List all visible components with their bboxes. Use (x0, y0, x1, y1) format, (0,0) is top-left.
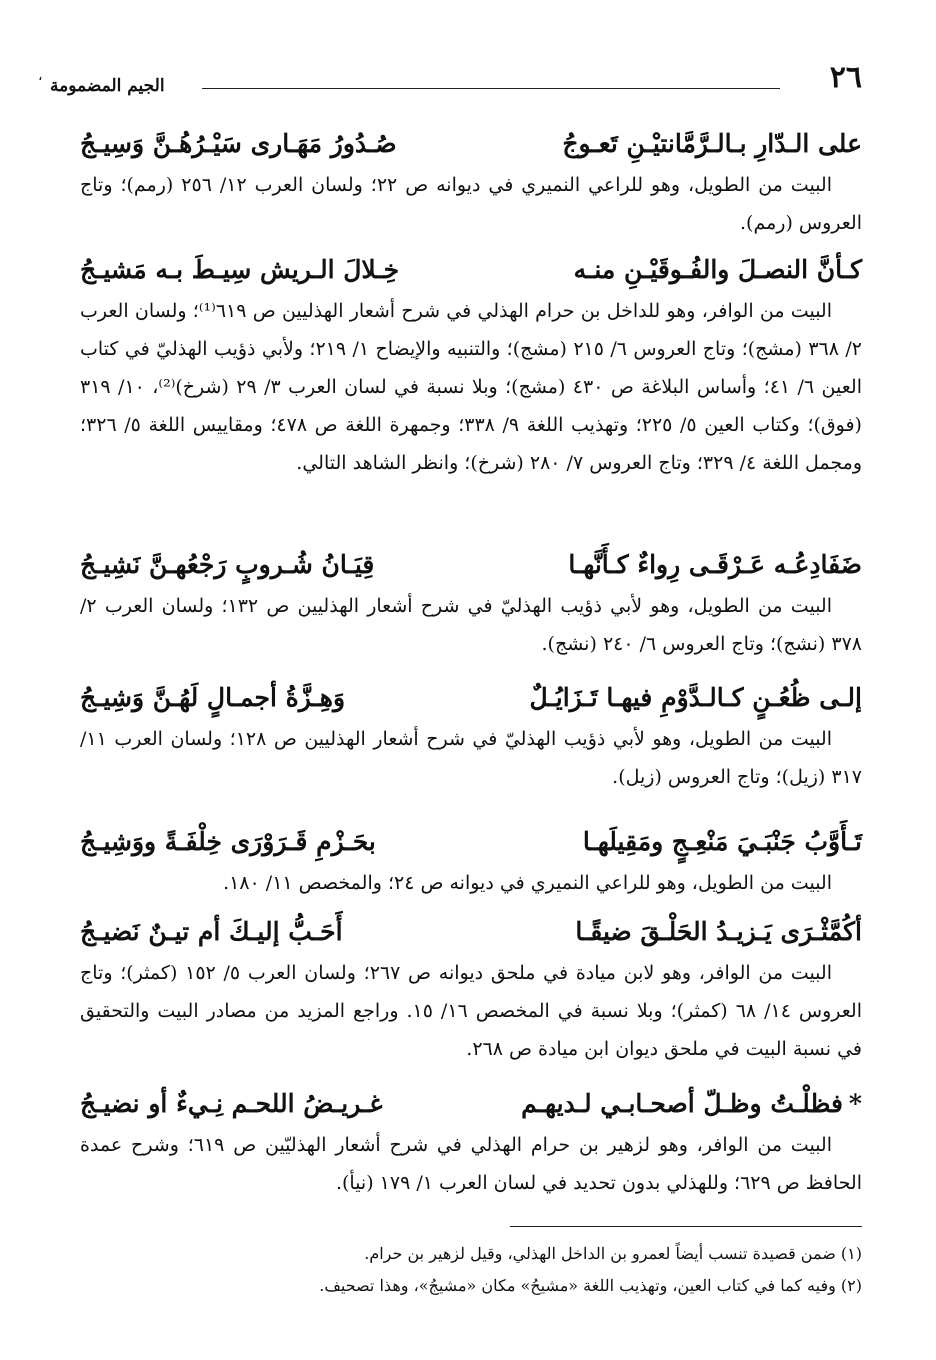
verse-note: البيت من الطويل، وهو للراعي النميري في ديوانه ص ٢٤؛ والمخصص ١١/ ١٨٠. (223, 872, 832, 894)
verse-line (80, 122, 862, 166)
verse-note: البيت من الطويل، وهو للراعي النميري في ديوانه ص ٢٢؛ ولسان العرب ١٢/ ٢٥٦ (رمم)؛ وتاج العروس (رمم). (80, 174, 862, 234)
verse-note: البيت من الوافر، وهو لابن ميادة في ملحق ديوانه ص ٢٦٧؛ ولسان العرب ٥/ ١٥٢ (كمثر)؛ وتاج العروس ١٤/ ٦٨ (كمثر)؛ وبلا نسبة في المخصص ١٦/ ١٥. وراجع المزيد من مصادر البيت والتحقيق في نسبة البيت في ملحق ديوان ابن ميادة ص ٢٦٨. (80, 962, 862, 1060)
page-number: ٢٦ (829, 60, 862, 95)
verse-first-half: أكُمَّثْـرَى يَـزيـدُ الحَلْـقَ ضيقًـا (575, 917, 862, 946)
verse-first-half: إلـى ظُعُـنٍ كـالـدَّوْمِ فيهـا تَـزَايُـلٌ (529, 683, 862, 712)
verse-first-half: ضَفَادِعُـه عَـرْقَـى رِواءٌ كـأَنَّهـا (568, 550, 862, 579)
verse-line (80, 820, 862, 864)
verse-entry-2 (80, 248, 862, 482)
verse-note: البيت من الطويل، وهو لأبي ذؤيب الهذليّ في شرح أشعار الهذليين ص ١٣٢؛ ولسان العرب ٢/ ٣٧٨ (نشج)؛ وتاج العروس ٦/ ٢٤٠ (نشج). (80, 595, 862, 655)
verse-first-half: كـأنَّ النصـلَ والفُـوقَيْـنِ منـه (573, 255, 862, 284)
verse-note: البيت من الوافر، وهو لزهير بن حرام الهذلي في شرح أشعار الهذليّين ص ٦١٩؛ وشرح عمدة الحافظ ص ٦٢٩؛ وللهذلي بدون تحديد في لسان العرب ١/ ١٧٩ (نيأ). (80, 1134, 862, 1194)
verse-second-half: أَحَـبُّ إليـكَ أم تيـنٌ نَضيـجُ (80, 917, 343, 946)
verse-line (80, 676, 862, 720)
verse-second-half: قِيَـانُ شُـروبٍ رَجْعُهـنَّ نَشِيـجُ (80, 550, 375, 579)
verse-first-half: تَـأَوَّبُ جَنْبَـيَ مَنْعِـجٍ ومَقِيلَهـا (582, 827, 862, 856)
verse-note: البيت من الوافر، وهو للداخل بن حرام الهذلي في شرح أشعار الهذليين ص ٦١٩⁽¹⁾؛ ولسان العرب ٢/ ٣٦٨ (مشج)؛ وتاج العروس ٦/ ٢١٥ (مشج)؛ والتنبيه والإيضاح ١/ ٢١٩؛ ولأبي ذؤيب الهذليّ في كتاب العين ٦/ ٤١؛ وأساس البلاغة ص ٤٣٠ (مشج)؛ وبلا نسبة في لسان العرب ٣/ ٢٩ (شرخ)⁽²⁾، ١٠/ ٣١٩ (فوق)؛ وكتاب العين ٥/ ٢٢٥؛ وتهذيب اللغة ٩/ ٣٣٨؛ وجمهرة اللغة ص ٤٧٨؛ ومقاييس اللغة ٥/ ٣٢٦؛ ومجمل اللغة ٤/ ٣٢٩؛ وتاج العروس ٧/ ٢٨٠ (شرخ)؛ وانظر الشاهد التالي. (80, 300, 862, 474)
verse-second-half: وَهِـزَّةُ أجمـالٍ لَهُـنَّ وَشِيـجُ (80, 683, 346, 712)
verse-line (80, 248, 862, 292)
verse-line (80, 543, 862, 587)
verse-second-half: صُـدُورُ مَهَـارى سَيْـرُهُـنَّ وَسِيـجُ (80, 129, 397, 158)
verse-first-half-text: فظلْـتُ وظـلّ أصحـابـي لـديهـم (521, 1089, 843, 1118)
verse-note: البيت من الطويل، وهو لأبي ذؤيب الهذليّ في شرح أشعار الهذليين ص ١٢٨؛ ولسان العرب ١١/ ٣١٧ (زيل)؛ وتاج العروس (زيل). (80, 728, 862, 788)
page-header (50, 60, 862, 104)
header-rule (202, 88, 780, 89)
verse-line (80, 1082, 862, 1126)
verse-entry-4 (80, 676, 862, 796)
verse-second-half: بحَـزْمِ قَـرَوْرَى خِلْفَـةً ووَشِيـجُ (80, 827, 376, 856)
footnote-rule (510, 1226, 862, 1227)
footnote-1: (١) ضمن قصيدة تنسب أيضاً لعمرو بن الداخل الهذلي، وقيل لزهير بن حرام. (364, 1244, 862, 1263)
verse-second-half: غـريـضُ اللحـم نِـيءٌ أو نضيـجُ (80, 1089, 383, 1118)
verse-entry-5 (80, 820, 862, 902)
verse-entry-3 (80, 543, 862, 663)
verse-entry-7 (80, 1082, 862, 1202)
running-title: الجيم المضمومة (50, 76, 165, 96)
verse-line (80, 910, 862, 954)
footnote-2: (٢) وفيه كما في كتاب العين، وتهذيب اللغة «مشيحُ» مكان «مشيجُ»، وهذا تصحيف. (319, 1276, 862, 1295)
verse-entry-1 (80, 122, 862, 242)
star-marker: * (848, 1089, 862, 1118)
verse-first-half (521, 1082, 862, 1126)
verse-second-half: خِـلالَ الـريش سِيـطَ بـه مَشيـجُ (80, 255, 400, 284)
verse-first-half: على الـدّارِ بـالـرَّمَّانتيْـنِ تَعـوجُ (562, 129, 862, 158)
corner-mark: ، (38, 68, 43, 84)
verse-entry-6 (80, 910, 862, 1068)
